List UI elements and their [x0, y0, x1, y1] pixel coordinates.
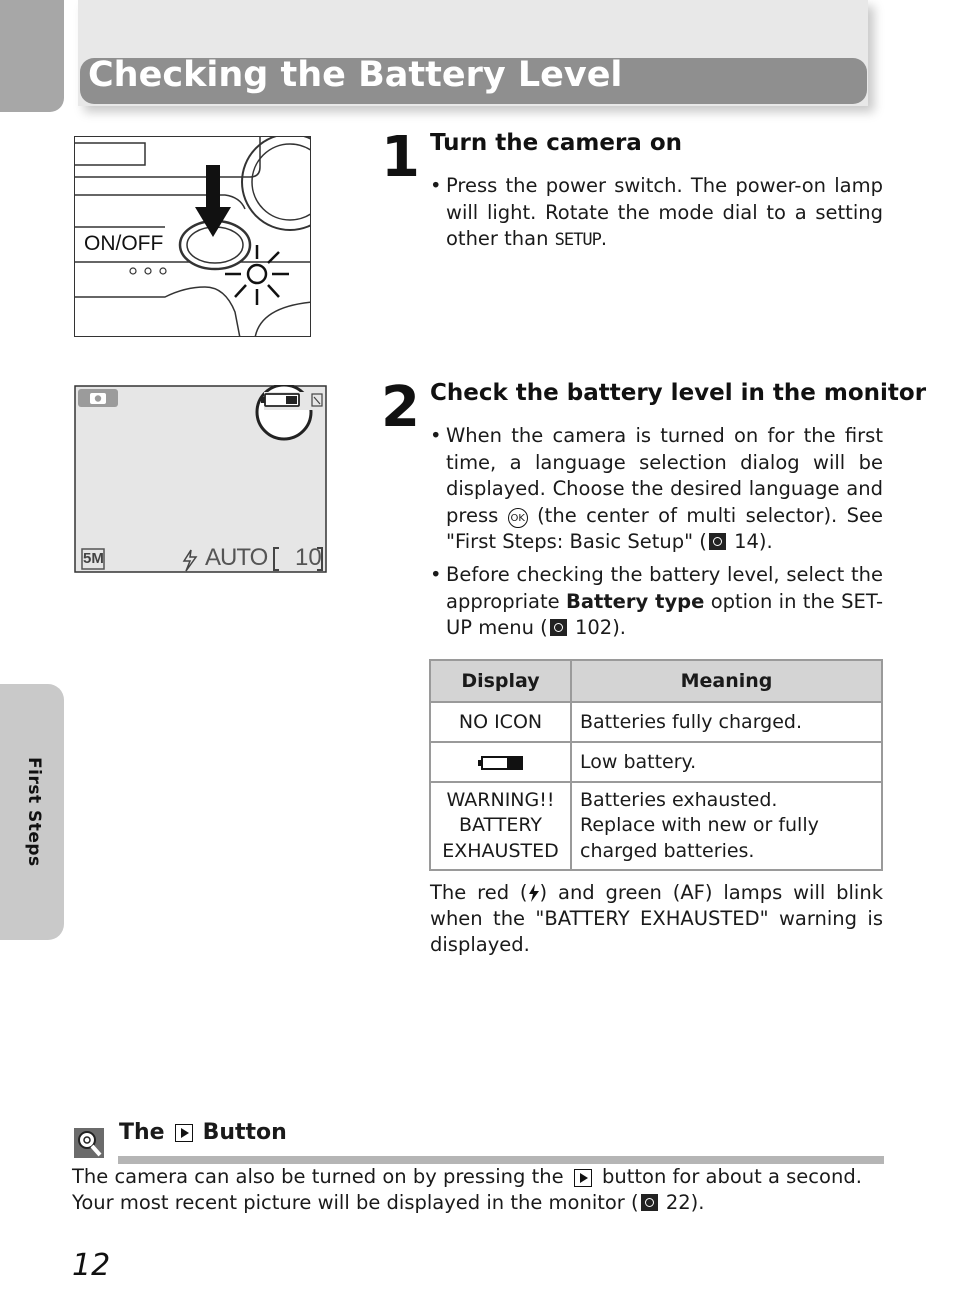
resolution-indicator: 5M [83, 550, 104, 567]
table-cell-display [430, 742, 571, 782]
table-row [430, 702, 882, 742]
table-cell-meaning: Batteries fully charged. [571, 702, 882, 742]
step-1-heading: Turn the camera on [430, 130, 683, 156]
low-battery-icon [477, 755, 525, 771]
step-1-bullet: • Press the power switch. The power-on lamp will light. Rotate the mode dial to a setting other than SETUP. [430, 174, 883, 250]
table-header-display: Display [430, 660, 571, 702]
tip-icon [74, 1128, 104, 1158]
step-2-heading: Check the battery level in the monitor [430, 380, 927, 406]
table-header-meaning: Meaning [571, 660, 882, 702]
table-row [430, 742, 882, 782]
monitor-illustration [74, 385, 327, 573]
table-cell-meaning: Batteries exhausted. Replace with new or fully charged batteries. [571, 782, 882, 870]
table-header-row [430, 660, 882, 702]
tip-heading: The Button [119, 1120, 287, 1145]
play-button-icon [175, 1124, 193, 1142]
on-off-label: ON/OFF [84, 232, 164, 255]
table-cell-display: NO ICON [430, 702, 571, 742]
flash-mode-indicator: AUTO [205, 544, 268, 571]
monitor-drawing [74, 385, 327, 573]
table-row [430, 782, 882, 870]
page-reference-icon [709, 533, 726, 550]
step-2-bullet-1: • When the camera is turned on for the first time, a language selection dialog will be displayed. Choose the desired language and press OK (the center of multi selector). See "First Steps: Basic Setup" ( 14). [430, 424, 884, 553]
ok-button-icon: OK [508, 508, 528, 528]
lamp-blink-note: The red ( ) and green (AF) lamps will blink when the "BATTERY EXHAUSTED" warning is displayed. [430, 881, 883, 956]
flash-icon [528, 884, 540, 902]
step-2-number: 2 [381, 375, 418, 440]
play-button-icon [574, 1169, 592, 1187]
page-reference-icon [550, 619, 567, 636]
battery-indicator-table [429, 659, 883, 871]
tip-divider [118, 1156, 884, 1164]
page-reference-icon [641, 1194, 658, 1211]
step-1-number: 1 [381, 125, 418, 190]
tip-body: The camera can also be turned on by pressing the button for about a second. Your most recent picture will be displayed in the monitor ( 22). [72, 1165, 862, 1214]
page-number: 12 [72, 1248, 111, 1283]
chapter-tab-label: First Steps [24, 757, 44, 867]
page-title: Checking the Battery Level [88, 55, 623, 95]
chapter-tab-top [0, 0, 64, 112]
exposure-count: 10 [295, 544, 322, 571]
table-cell-meaning: Low battery. [571, 742, 882, 782]
power-switch-illustration [74, 136, 311, 337]
table-cell-display: WARNING!! BATTERY EXHAUSTED [430, 782, 571, 870]
setup-mode-glyph: SETUP [554, 230, 601, 250]
step-2-bullet-2: • Before checking the battery level, select the appropriate Battery type option in the SET-UP menu ( 102). [430, 563, 883, 639]
